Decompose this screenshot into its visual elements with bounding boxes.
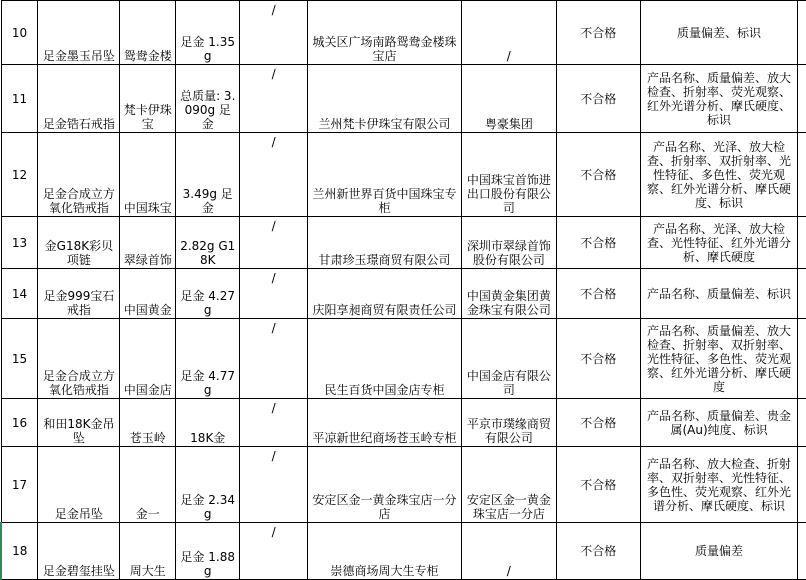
spec-grade: 18K金 bbox=[176, 399, 240, 447]
manufacturer: 中国珠宝首饰进出口股份有限公司 bbox=[461, 133, 556, 217]
manufacturer: 粤豪集团 bbox=[461, 65, 556, 133]
spec-grade: 足金 2.34g bbox=[176, 447, 240, 523]
product-name: 足金合成立方氧化锆戒指 bbox=[38, 319, 120, 399]
failed-items: 产品名称、光泽、放大检查、光性特征、红外光谱分析、摩氏硬度 bbox=[640, 217, 798, 269]
table-row bbox=[1, 65, 806, 133]
seller-unit: 平凉新世纪商场苍玉岭专柜 bbox=[308, 399, 462, 447]
result: 不合格 bbox=[556, 269, 640, 319]
row-number: 14 bbox=[1, 269, 38, 319]
failed-items: 产品名称、质量偏差、贵金属(Au)纯度、标识 bbox=[640, 399, 798, 447]
table-row bbox=[1, 133, 806, 217]
seller-unit: 城关区广场南路鸳鸯金楼珠宝店 bbox=[308, 1, 462, 65]
production-date: / bbox=[240, 217, 308, 269]
row-number: 17 bbox=[1, 447, 38, 523]
manufacturer: 中国金店有限公司 bbox=[461, 319, 556, 399]
trailing-cell bbox=[798, 133, 806, 217]
table-row bbox=[1, 523, 806, 580]
product-name: 足金碧玺挂坠 bbox=[38, 523, 120, 580]
failed-items: 产品名称、质量偏差、放大检查、折射率、双折射率、光性特征、多色性、荧光观察、红外光谱分析、摩氏硬度 bbox=[640, 319, 798, 399]
brand: 苍玉岭 bbox=[120, 399, 176, 447]
trailing-cell bbox=[798, 217, 806, 269]
seller-unit: 甘肃珍玉璟商贸有限公司 bbox=[308, 217, 462, 269]
table-row bbox=[1, 447, 806, 523]
trailing-cell bbox=[798, 399, 806, 447]
row-number: 16 bbox=[1, 399, 38, 447]
failed-items: 产品名称、放大检查、折射率、双折射率、光性特征、多色性、荧光观察、红外光谱分析、摩氏硬度、标识 bbox=[640, 447, 798, 523]
production-date: / bbox=[240, 133, 308, 217]
spec-grade: 足金 4.27g bbox=[176, 269, 240, 319]
brand: 中国黄金 bbox=[120, 269, 176, 319]
row-number: 12 bbox=[1, 133, 38, 217]
product-name: 足金锆石戒指 bbox=[38, 65, 120, 133]
brand: 周大生 bbox=[120, 523, 176, 580]
trailing-cell bbox=[798, 1, 806, 65]
row-number: 13 bbox=[1, 217, 38, 269]
result: 不合格 bbox=[556, 217, 640, 269]
result: 不合格 bbox=[556, 447, 640, 523]
failed-items: 产品名称、质量偏差、放大检查、折射率、荧光观察、红外光谱分析、摩氏硬度、标识 bbox=[640, 65, 798, 133]
product-name: 金G18K彩贝项链 bbox=[38, 217, 120, 269]
manufacturer: 安定区金一黄金珠宝店一分店 bbox=[461, 447, 556, 523]
seller-unit: 庆阳享昶商贸有限责任公司 bbox=[308, 269, 462, 319]
product-name: 足金墨玉吊坠 bbox=[38, 1, 120, 65]
production-date: / bbox=[240, 319, 308, 399]
result: 不合格 bbox=[556, 1, 640, 65]
production-date: / bbox=[240, 1, 308, 65]
row-number: 10 bbox=[1, 1, 38, 65]
manufacturer: 中国黄金集团黄金珠宝有限公司 bbox=[461, 269, 556, 319]
failed-items: 产品名称、质量偏差、标识 bbox=[640, 269, 798, 319]
spec-grade: 3.49g 足金 bbox=[176, 133, 240, 217]
result: 不合格 bbox=[556, 319, 640, 399]
seller-unit: 安定区金一黄金珠宝店一分店 bbox=[308, 447, 462, 523]
failed-items: 质量偏差、标识 bbox=[640, 1, 798, 65]
production-date: / bbox=[240, 269, 308, 319]
trailing-cell bbox=[798, 65, 806, 133]
manufacturer: 平京市璞缘商贸有限公司 bbox=[461, 399, 556, 447]
seller-unit: 民生百货中国金店专柜 bbox=[308, 319, 462, 399]
product-name: 足金合成立方氧化锆戒指 bbox=[38, 133, 120, 217]
table-row bbox=[1, 1, 806, 65]
spec-grade: 足金 1.35g bbox=[176, 1, 240, 65]
brand: 翠绿首饰 bbox=[120, 217, 176, 269]
failed-items: 质量偏差 bbox=[640, 523, 798, 580]
trailing-cell bbox=[798, 319, 806, 399]
result: 不合格 bbox=[556, 133, 640, 217]
manufacturer: / bbox=[461, 523, 556, 580]
spec-grade: 总质量: 3.090g 足金 bbox=[176, 65, 240, 133]
result: 不合格 bbox=[556, 65, 640, 133]
manufacturer: / bbox=[461, 1, 556, 65]
spec-grade: 足金 1.88g bbox=[176, 523, 240, 580]
failed-items: 产品名称、光泽、放大检查、折射率、双折射率、光性特征、多色性、荧光观察、红外光谱分析、摩氏硬度、标识 bbox=[640, 133, 798, 217]
row-number: 11 bbox=[1, 65, 38, 133]
seller-unit: 兰州梵卡伊珠宝有限公司 bbox=[308, 65, 462, 133]
production-date: / bbox=[240, 447, 308, 523]
brand: 鸳鸯金楼 bbox=[120, 1, 176, 65]
row-number: 18 bbox=[1, 523, 38, 580]
manufacturer: 深圳市翠绿首饰股份有限公司 bbox=[461, 217, 556, 269]
trailing-cell bbox=[798, 523, 806, 580]
product-name: 足金999宝石戒指 bbox=[38, 269, 120, 319]
seller-unit: 兰州新世界百货中国珠宝专柜 bbox=[308, 133, 462, 217]
brand: 中国金店 bbox=[120, 319, 176, 399]
result: 不合格 bbox=[556, 523, 640, 580]
production-date: / bbox=[240, 523, 308, 580]
spec-grade: 足金 4.77g bbox=[176, 319, 240, 399]
production-date: / bbox=[240, 399, 308, 447]
brand: 中国珠宝 bbox=[120, 133, 176, 217]
seller-unit: 崇德商场周大生专柜 bbox=[308, 523, 462, 580]
table-row bbox=[1, 319, 806, 399]
brand: 梵卡伊珠宝 bbox=[120, 65, 176, 133]
spec-grade: 2.82g G18K bbox=[176, 217, 240, 269]
production-date: / bbox=[240, 65, 308, 133]
trailing-cell bbox=[798, 269, 806, 319]
table-row bbox=[1, 269, 806, 319]
table-row bbox=[1, 217, 806, 269]
table-row bbox=[1, 399, 806, 447]
result: 不合格 bbox=[556, 399, 640, 447]
row-number: 15 bbox=[1, 319, 38, 399]
brand: 金一 bbox=[120, 447, 176, 523]
product-name: 足金吊坠 bbox=[38, 447, 120, 523]
product-name: 和田18K金吊坠 bbox=[38, 399, 120, 447]
trailing-cell bbox=[798, 447, 806, 523]
